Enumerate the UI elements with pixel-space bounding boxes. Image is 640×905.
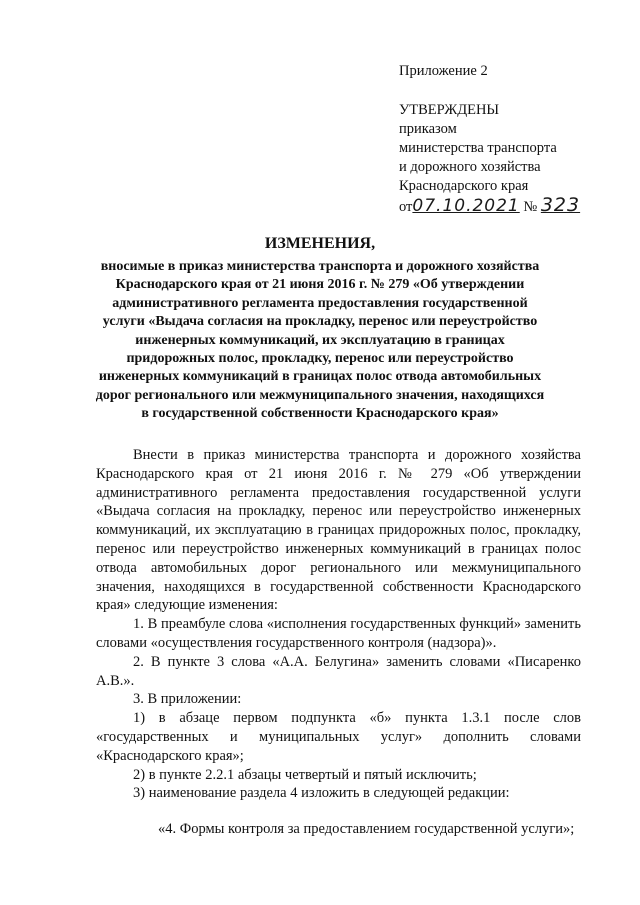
- item-3: 3. В приложении:: [133, 691, 242, 708]
- approved-label: УТВЕРЖДЕНЫ: [399, 102, 500, 118]
- from-label: от: [399, 199, 413, 215]
- item-1: 1. В преамбуле слова «исполнения государственных функций» заменить словами «осуществления государственного контроля (надзора)».: [96, 616, 581, 651]
- approval-line: приказом: [399, 121, 457, 137]
- handwritten-date: 07.10.2021: [412, 196, 520, 216]
- order-date-number: [399, 196, 619, 218]
- number-label: №: [523, 199, 538, 215]
- item-2: 2. В пункте 3 слова «А.А. Белугина» заменить словами «Писаренко А.В.».: [96, 653, 581, 689]
- section-4-quote: «4. Формы контроля за предоставлением государственной услуги»;: [158, 821, 575, 838]
- document-body: [96, 446, 581, 839]
- document-title: [95, 233, 545, 424]
- handwritten-number: 323: [540, 194, 581, 216]
- title-heading: ИЗМЕНЕНИЯ,: [264, 235, 376, 252]
- approval-line: Краснодарского края: [399, 178, 529, 194]
- title-subtitle: вносимые в приказ министерства транспорта и дорожного хозяйства Краснодарского края от 21 июня 2016 г. № 279 «Об утверждении административного регламента предоставления государственной услуги «Выдача согласия на прокладку, перенос или переустройство инженерных коммуникаций, их эксплуатацию в границах придорожных полос, прокладку, перенос или переустройство инженерных коммуникаций в границах полос отвода автомобильных дорог регионального или межмуниципального значения, находящихся в государственной собственности Краснодарского края»: [95, 259, 545, 422]
- intro-paragraph: Внести в приказ министерства транспорта и дорожного хозяйства Краснодарского края от 21 июня 2016 г. № 279 «Об утверждении административного регламента предоставления государственной услуги «Выдача согласия на прокладку, перенос или переустройство инженерных коммуникаций, их эксплуатацию в границах придорожных полос, прокладку, перенос или переустройство инженерных коммуникаций в границах полос отвода автомобильных дорог регионального или межмуниципального значения, находящихся в государственной собственности Краснодарского края» следующие изменения:: [96, 447, 581, 614]
- subitem-2: 2) в пункте 2.2.1 абзацы четвертый и пятый исключить;: [133, 766, 477, 783]
- approval-stamp: [399, 62, 619, 218]
- appendix-label: Приложение 2: [399, 63, 488, 79]
- approval-line: министерства транспорта: [399, 140, 557, 156]
- subitem-1: 1) в абзаце первом подпункта «б» пункта 1.3.1 после слов «государственных и муниципальных услуг» дополнить словами «Краснодарского края»;: [96, 710, 581, 764]
- subitem-3: 3) наименование раздела 4 изложить в следующей редакции:: [133, 785, 510, 802]
- approval-line: и дорожного хозяйства: [399, 159, 541, 175]
